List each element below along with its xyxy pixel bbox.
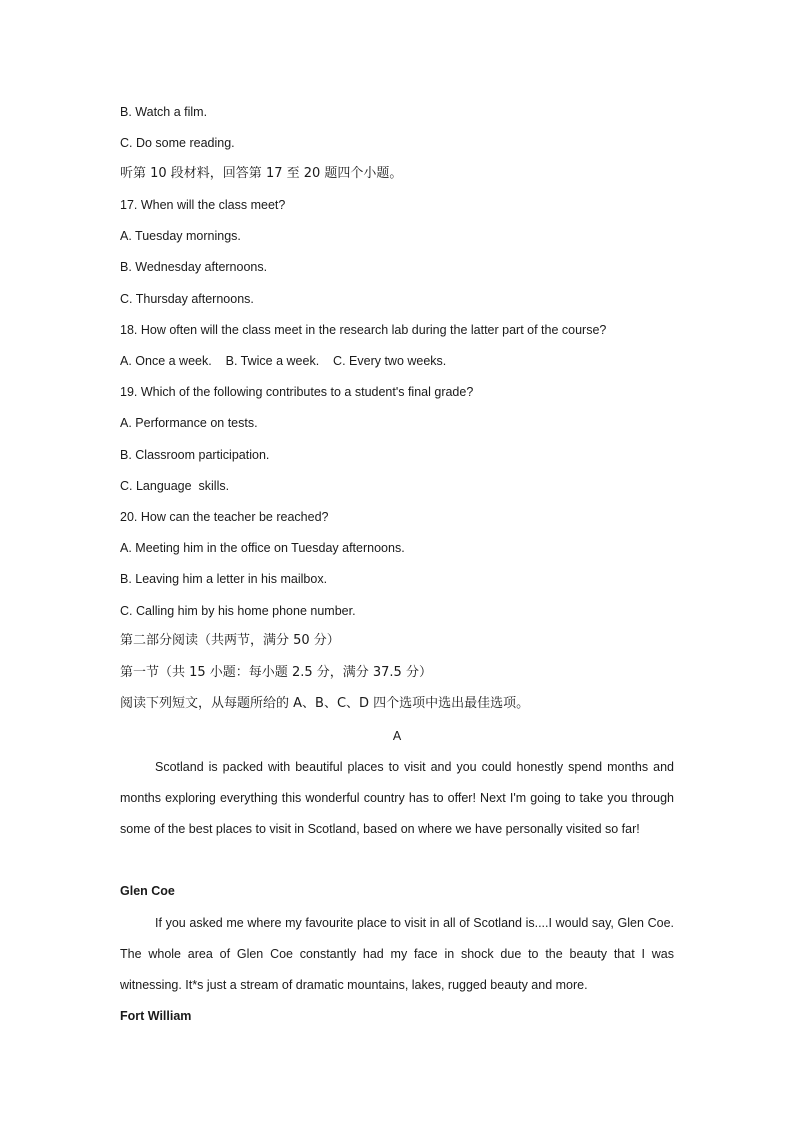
q18-question: 18. How often will the class meet in the research lab during the latter part of the course? xyxy=(120,323,607,337)
glen-coe-paragraph: If you asked me where my favourite place to visit in all of Scotland is....I would say, Glen Coe. The whole area of Glen Coe constantly had my face in shock due to the beauty that I was witnessing. It*s just a stream of dramatic mountains, lakes, rugged beauty and more. xyxy=(120,916,674,992)
q18-options: A. Once a week. B. Twice a week. C. Every two weeks. xyxy=(120,354,447,368)
q17-option-b: B. Wednesday afternoons. xyxy=(120,260,268,274)
q20-question: 20. How can the teacher be reached? xyxy=(120,510,329,524)
q16-option-c: C. Do some reading. xyxy=(120,136,235,150)
passage-label: A xyxy=(392,729,402,743)
heading-fort-william: Fort William xyxy=(120,1009,192,1023)
q16-option-b: B. Watch a film. xyxy=(120,105,208,119)
q20-option-b: B. Leaving him a letter in his mailbox. xyxy=(120,572,328,586)
reading-instruction: 阅读下列短文，从每题所给的 A、B、C、D 四个选项中选出最佳选项。 xyxy=(120,696,530,711)
q20-option-c: C. Calling him by his home phone number. xyxy=(120,604,356,618)
q17-option-a: A. Tuesday mornings. xyxy=(120,229,241,243)
part2-title: 第二部分阅读（共两节，满分 50 分） xyxy=(120,633,340,648)
passage-intro: Scotland is packed with beautiful places to visit and you could honestly spend months and months exploring everything this wonderful country has to offer! Next I'm going to take you through some of the best places to visit in Scotland, based on where we have personally visited so far! xyxy=(120,760,674,836)
q19-option-a: A. Performance on tests. xyxy=(120,416,258,430)
q19-option-c: C. Language skills. xyxy=(120,479,230,493)
q17-question: 17. When will the class meet? xyxy=(120,198,286,212)
q19-option-b: B. Classroom participation. xyxy=(120,448,270,462)
q17-option-c: C. Thursday afternoons. xyxy=(120,292,254,306)
q20-option-a: A. Meeting him in the office on Tuesday afternoons. xyxy=(120,541,405,555)
heading-glen-coe: Glen Coe xyxy=(120,884,175,898)
section10-instruction: 听第 10 段材料，回答第 17 至 20 题四个小题。 xyxy=(120,166,403,181)
section1-title: 第一节（共 15 小题：每小题 2.5 分，满分 37.5 分） xyxy=(120,665,432,680)
q19-question: 19. Which of the following contributes to a student's final grade? xyxy=(120,385,474,399)
